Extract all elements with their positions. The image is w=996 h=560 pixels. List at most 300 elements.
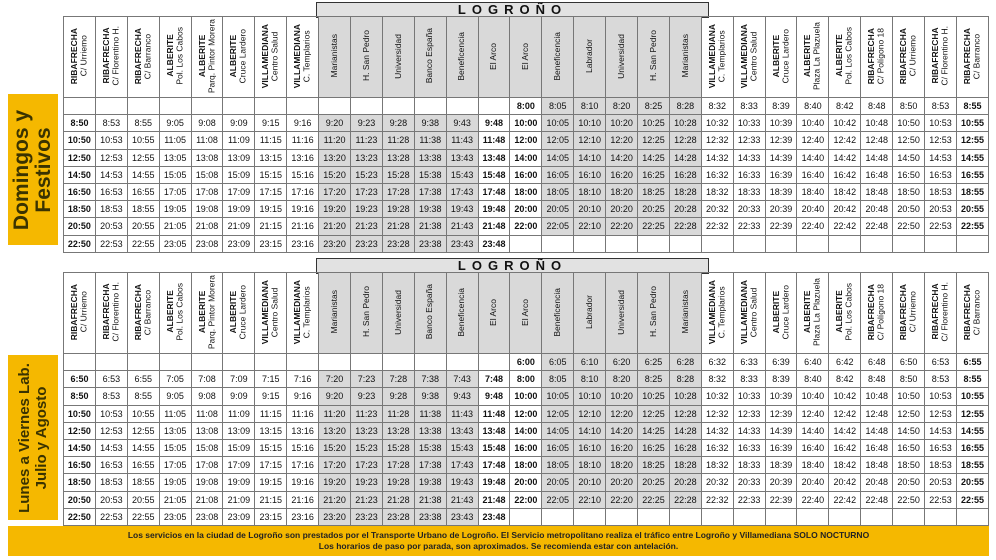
stop-header [382,17,414,98]
time-cell [191,98,223,115]
time-cell: 19:16 [287,201,319,218]
time-cell: 6:55 [127,371,159,388]
time-cell: 9:16 [287,388,319,405]
stop-town: ALBERITE [228,290,239,334]
time-cell: 10:55 [956,388,988,405]
table-row [64,474,989,491]
time-cell: 18:32 [701,183,733,200]
time-cell: 8:55 [956,371,988,388]
time-cell: 22:55 [127,235,159,252]
time-cell: 12:48 [861,132,893,149]
time-cell: 18:05 [542,457,574,474]
time-cell [287,98,319,115]
stop-header [191,273,223,354]
time-cell: 18:40 [797,183,829,200]
stop-town: RIBAFRECHA [100,27,111,85]
stop-name: Labrador [583,38,594,74]
time-cell: 14:48 [861,149,893,166]
time-cell: 8:55 [127,388,159,405]
stop-name: C/ Polígono 18 [875,27,886,85]
time-cell: 9:09 [223,115,255,132]
time-cell: 16:20 [606,166,638,183]
time-cell: 18:32 [701,457,733,474]
time-cell: 9:38 [414,388,446,405]
timetable-sundays [8,2,989,249]
time-cell: 21:43 [446,491,478,508]
time-cell [510,235,542,252]
time-cell: 10:50 [64,132,96,149]
stop-name: H. San Pedro [647,286,658,338]
time-cell: 22:10 [574,491,606,508]
time-cell: 10:42 [829,115,861,132]
stop-header [669,273,701,354]
table-row [64,149,989,166]
stop-town: ALBERITE [770,290,781,334]
time-cell: 22:48 [861,491,893,508]
time-cell: 11:23 [351,132,383,149]
time-cell: 14:05 [542,422,574,439]
time-cell: 21:23 [351,218,383,235]
time-cell [956,235,988,252]
time-cell: 21:05 [159,491,191,508]
time-cell: 7:08 [191,371,223,388]
time-cell: 21:15 [255,218,287,235]
stop-name: Pol. Los Cabos [843,27,854,85]
time-cell: 18:42 [829,183,861,200]
time-cell: 15:43 [446,439,478,456]
time-cell: 14:55 [127,166,159,183]
stop-header [542,17,574,98]
time-cell [446,354,478,371]
time-cell: 23:43 [446,508,478,525]
time-cell [669,235,701,252]
time-cell: 17:23 [351,457,383,474]
time-cell: 9:15 [255,115,287,132]
time-cell: 21:28 [382,218,414,235]
time-cell: 19:05 [159,201,191,218]
time-cell: 13:28 [382,422,414,439]
time-cell: 9:28 [382,115,414,132]
stop-header [255,273,287,354]
time-cell: 10:20 [606,388,638,405]
time-cell: 21:09 [223,218,255,235]
time-cell [669,508,701,525]
time-cell: 20:48 [861,474,893,491]
time-cell: 22:42 [829,491,861,508]
time-cell: 23:15 [255,508,287,525]
time-cell: 16:50 [893,439,925,456]
time-cell: 9:23 [351,388,383,405]
time-cell: 11:38 [414,132,446,149]
time-cell: 10:28 [669,388,701,405]
time-cell: 12:40 [797,132,829,149]
time-cell: 20:53 [95,218,127,235]
stop-name: Labrador [583,294,594,330]
time-cell [861,508,893,525]
time-cell: 14:00 [510,149,542,166]
time-cell: 16:40 [797,166,829,183]
stop-header [159,17,191,98]
stop-name: C/ Barranco [142,289,153,335]
stop-town: RIBAFRECHA [866,283,877,341]
time-cell: 23:05 [159,508,191,525]
logrono-banner: LOGROÑO [316,258,709,274]
time-cell: 9:20 [319,115,351,132]
time-cell: 8:40 [797,371,829,388]
time-cell: 20:10 [574,201,606,218]
stop-town: ALBERITE [164,34,175,78]
stop-header [829,273,861,354]
time-cell: 12:53 [95,422,127,439]
time-cell: 22:32 [701,218,733,235]
time-cell: 12:28 [669,132,701,149]
stop-header [893,273,925,354]
time-cell: 12:20 [606,132,638,149]
table-row [64,491,989,508]
time-cell: 22:55 [127,508,159,525]
stop-header [159,273,191,354]
time-cell: 10:10 [574,388,606,405]
time-cell: 16:50 [64,457,96,474]
stop-header [797,273,829,354]
time-cell: 18:28 [669,183,701,200]
stop-name: Banco España [424,284,435,340]
time-cell: 6:40 [797,354,829,371]
time-cell: 18:20 [606,183,638,200]
time-cell: 22:53 [925,218,957,235]
time-cell: 10:00 [510,115,542,132]
time-cell: 14:10 [574,422,606,439]
time-cell: 23:38 [414,235,446,252]
time-cell: 7:38 [414,371,446,388]
time-cell: 8:05 [542,98,574,115]
stop-name: Pol. Los Cabos [174,283,185,341]
stop-town: VILLAMEDIANA [706,23,717,89]
time-cell: 13:43 [446,149,478,166]
time-cell: 23:48 [478,235,510,252]
stop-name: C/ Florentino H. [939,26,950,86]
stop-header [765,273,797,354]
time-cell: 16:39 [765,439,797,456]
time-cell: 13:09 [223,422,255,439]
time-cell: 15:15 [255,439,287,456]
time-cell: 19:15 [255,474,287,491]
time-cell: 23:16 [287,235,319,252]
time-cell [159,354,191,371]
time-cell: 18:39 [765,457,797,474]
time-cell [64,98,96,115]
stop-header [510,17,542,98]
stop-header [956,17,988,98]
time-cell: 21:15 [255,491,287,508]
day-type-label: Lunes a Viernes Lab. Julio y Agosto [16,362,50,513]
stop-town: RIBAFRECHA [132,27,143,85]
stop-name: Plaza La Plazuela [811,21,822,91]
time-cell: 20:33 [733,474,765,491]
time-cell: 12:05 [542,132,574,149]
time-cell: 23:28 [382,235,414,252]
time-cell: 22:50 [893,491,925,508]
table-row [64,201,989,218]
time-cell: 11:28 [382,405,414,422]
stop-name: El Arco [520,298,531,326]
time-cell: 18:50 [64,201,96,218]
time-cell: 9:20 [319,388,351,405]
time-cell: 8:42 [829,98,861,115]
time-cell: 18:50 [893,457,925,474]
time-cell: 11:23 [351,405,383,422]
stop-name: Centro Salud [269,287,280,337]
time-cell: 22:50 [893,218,925,235]
time-cell: 18:55 [127,201,159,218]
time-cell: 8:32 [701,371,733,388]
time-cell: 12:42 [829,132,861,149]
time-cell: 16:10 [574,166,606,183]
time-cell: 11:28 [382,132,414,149]
table-row [64,457,989,474]
time-cell: 21:43 [446,218,478,235]
table-row [64,508,989,525]
time-cell: 10:25 [638,115,670,132]
time-cell: 18:39 [765,183,797,200]
time-cell: 6:53 [925,354,957,371]
time-cell: 18:25 [638,183,670,200]
time-cell: 21:09 [223,491,255,508]
table-row [64,388,989,405]
time-cell: 21:20 [319,218,351,235]
time-cell: 14:00 [510,422,542,439]
table-row [64,115,989,132]
time-cell: 14:32 [701,149,733,166]
time-cell: 17:05 [159,183,191,200]
time-cell: 20:00 [510,201,542,218]
time-cell: 22:32 [701,491,733,508]
time-cell [351,98,383,115]
time-cell: 13:16 [287,422,319,439]
time-cell: 14:40 [797,422,829,439]
time-cell: 20:50 [64,491,96,508]
time-cell: 18:50 [64,474,96,491]
time-cell: 16:55 [127,457,159,474]
time-cell: 10:32 [701,388,733,405]
time-cell: 22:55 [956,218,988,235]
time-cell: 22:40 [797,218,829,235]
time-cell: 17:15 [255,183,287,200]
stop-name: C/ Florentino H. [110,26,121,86]
time-cell: 8:53 [95,115,127,132]
time-cell: 20:53 [95,491,127,508]
time-cell [191,354,223,371]
time-cell: 20:00 [510,474,542,491]
stop-header [319,17,351,98]
stop-name: Cruce Lardero [780,28,791,84]
time-cell [95,98,127,115]
time-cell: 16:40 [797,439,829,456]
time-cell: 11:43 [446,132,478,149]
time-cell: 16:33 [733,166,765,183]
stop-header [382,273,414,354]
time-cell: 23:48 [478,508,510,525]
time-cell: 15:08 [191,166,223,183]
stop-name: C/ Urriemo [78,35,89,77]
time-cell: 15:28 [382,439,414,456]
time-cell: 19:38 [414,474,446,491]
time-cell: 8:39 [765,371,797,388]
table-row [64,439,989,456]
time-cell: 10:25 [638,388,670,405]
time-cell: 22:00 [510,218,542,235]
stop-name: Centro Salud [269,31,280,81]
time-cell: 10:28 [669,115,701,132]
time-cell: 12:55 [956,132,988,149]
stop-header [223,273,255,354]
time-cell: 22:39 [765,218,797,235]
time-cell: 21:16 [287,491,319,508]
time-cell: 12:42 [829,405,861,422]
time-cell: 6:48 [861,354,893,371]
stop-header [765,17,797,98]
time-cell [925,508,957,525]
time-cell: 12:39 [765,132,797,149]
table-row [64,405,989,422]
time-cell: 12:39 [765,405,797,422]
time-cell [574,235,606,252]
stop-name: Centro Salud [748,287,759,337]
stop-header-row [64,17,989,98]
day-type-label: Domingos y Festivos [10,109,55,230]
time-cell: 20:40 [797,474,829,491]
stop-name: C/ Urriemo [78,291,89,333]
time-cell: 10:53 [95,405,127,422]
time-cell: 12:50 [893,405,925,422]
time-cell: 16:48 [861,166,893,183]
stop-header [574,17,606,98]
time-cell [542,235,574,252]
table-row [64,98,989,115]
time-cell: 6:55 [956,354,988,371]
time-cell [893,508,925,525]
footer-notice [8,526,989,556]
time-cell: 10:50 [64,405,96,422]
time-cell: 18:48 [861,457,893,474]
stop-header [861,273,893,354]
stop-name: Beneficencia [456,287,467,337]
time-cell: 23:08 [191,235,223,252]
time-cell: 15:05 [159,166,191,183]
time-cell: 8:55 [956,98,988,115]
time-cell: 11:16 [287,405,319,422]
footer-line-1: Los servicios en la ciudad de Logroño son prestados por el Transporte Urbano de Logroño. El Servicio metropolitano realiza el tráfico entre Logroño y Villamediana SOLO NOCTURNO [127,530,870,540]
time-cell [893,235,925,252]
time-cell: 21:38 [414,491,446,508]
time-cell: 17:16 [287,457,319,474]
time-cell: 14:25 [638,149,670,166]
time-cell: 19:08 [191,474,223,491]
time-cell: 16:00 [510,439,542,456]
time-cell [542,508,574,525]
time-cell: 23:20 [319,508,351,525]
time-cell [127,354,159,371]
time-cell: 9:48 [478,115,510,132]
stop-town: VILLAMEDIANA [738,23,749,89]
time-cell: 13:48 [478,422,510,439]
time-cell: 10:53 [925,388,957,405]
time-cell: 19:09 [223,474,255,491]
time-cell: 13:20 [319,422,351,439]
time-cell: 22:20 [606,491,638,508]
stop-header [925,17,957,98]
table-row [64,354,989,371]
stop-name: C/ Barranco [971,33,982,79]
time-cell: 6:39 [765,354,797,371]
time-cell: 13:08 [191,149,223,166]
time-cell: 14:33 [733,422,765,439]
time-cell: 22:20 [606,218,638,235]
time-cell: 10:33 [733,115,765,132]
stop-name: Marianistas [328,290,339,334]
time-cell: 8:10 [574,371,606,388]
time-cell: 17:43 [446,183,478,200]
stop-header [191,17,223,98]
time-cell: 14:20 [606,422,638,439]
time-cell: 16:33 [733,439,765,456]
stop-header [414,273,446,354]
time-cell [829,235,861,252]
time-cell: 8:50 [893,98,925,115]
time-cell: 16:28 [669,439,701,456]
time-cell: 13:05 [159,422,191,439]
time-cell [638,508,670,525]
time-cell: 15:28 [382,166,414,183]
time-cell: 10:55 [127,405,159,422]
time-cell: 6:05 [542,354,574,371]
time-cell: 7:48 [478,371,510,388]
stop-town: RIBAFRECHA [898,283,909,341]
stop-header [446,17,478,98]
time-cell: 17:48 [478,183,510,200]
time-cell: 23:23 [351,235,383,252]
time-cell: 15:38 [414,166,446,183]
day-type-label-box [8,355,58,520]
time-cell: 12:25 [638,405,670,422]
time-cell: 12:28 [669,405,701,422]
time-cell: 11:15 [255,405,287,422]
stop-town: RIBAFRECHA [961,283,972,341]
time-cell: 13:20 [319,149,351,166]
time-cell: 12:25 [638,132,670,149]
time-cell: 11:09 [223,132,255,149]
stop-town: ALBERITE [802,290,813,334]
time-cell: 10:00 [510,388,542,405]
time-cell: 11:05 [159,132,191,149]
time-cell: 12:10 [574,132,606,149]
table-row [64,235,989,252]
stop-town: ALBERITE [834,34,845,78]
time-cell [287,354,319,371]
time-cell: 14:28 [669,149,701,166]
time-cell: 15:09 [223,439,255,456]
time-cell: 13:09 [223,149,255,166]
time-cell: 20:20 [606,474,638,491]
time-cell: 18:00 [510,457,542,474]
time-cell: 22:50 [64,508,96,525]
time-cell: 15:16 [287,166,319,183]
time-cell: 17:28 [382,457,414,474]
time-cell: 9:43 [446,388,478,405]
time-cell: 8:28 [669,98,701,115]
day-type-label-box [8,94,58,245]
time-cell: 20:05 [542,474,574,491]
